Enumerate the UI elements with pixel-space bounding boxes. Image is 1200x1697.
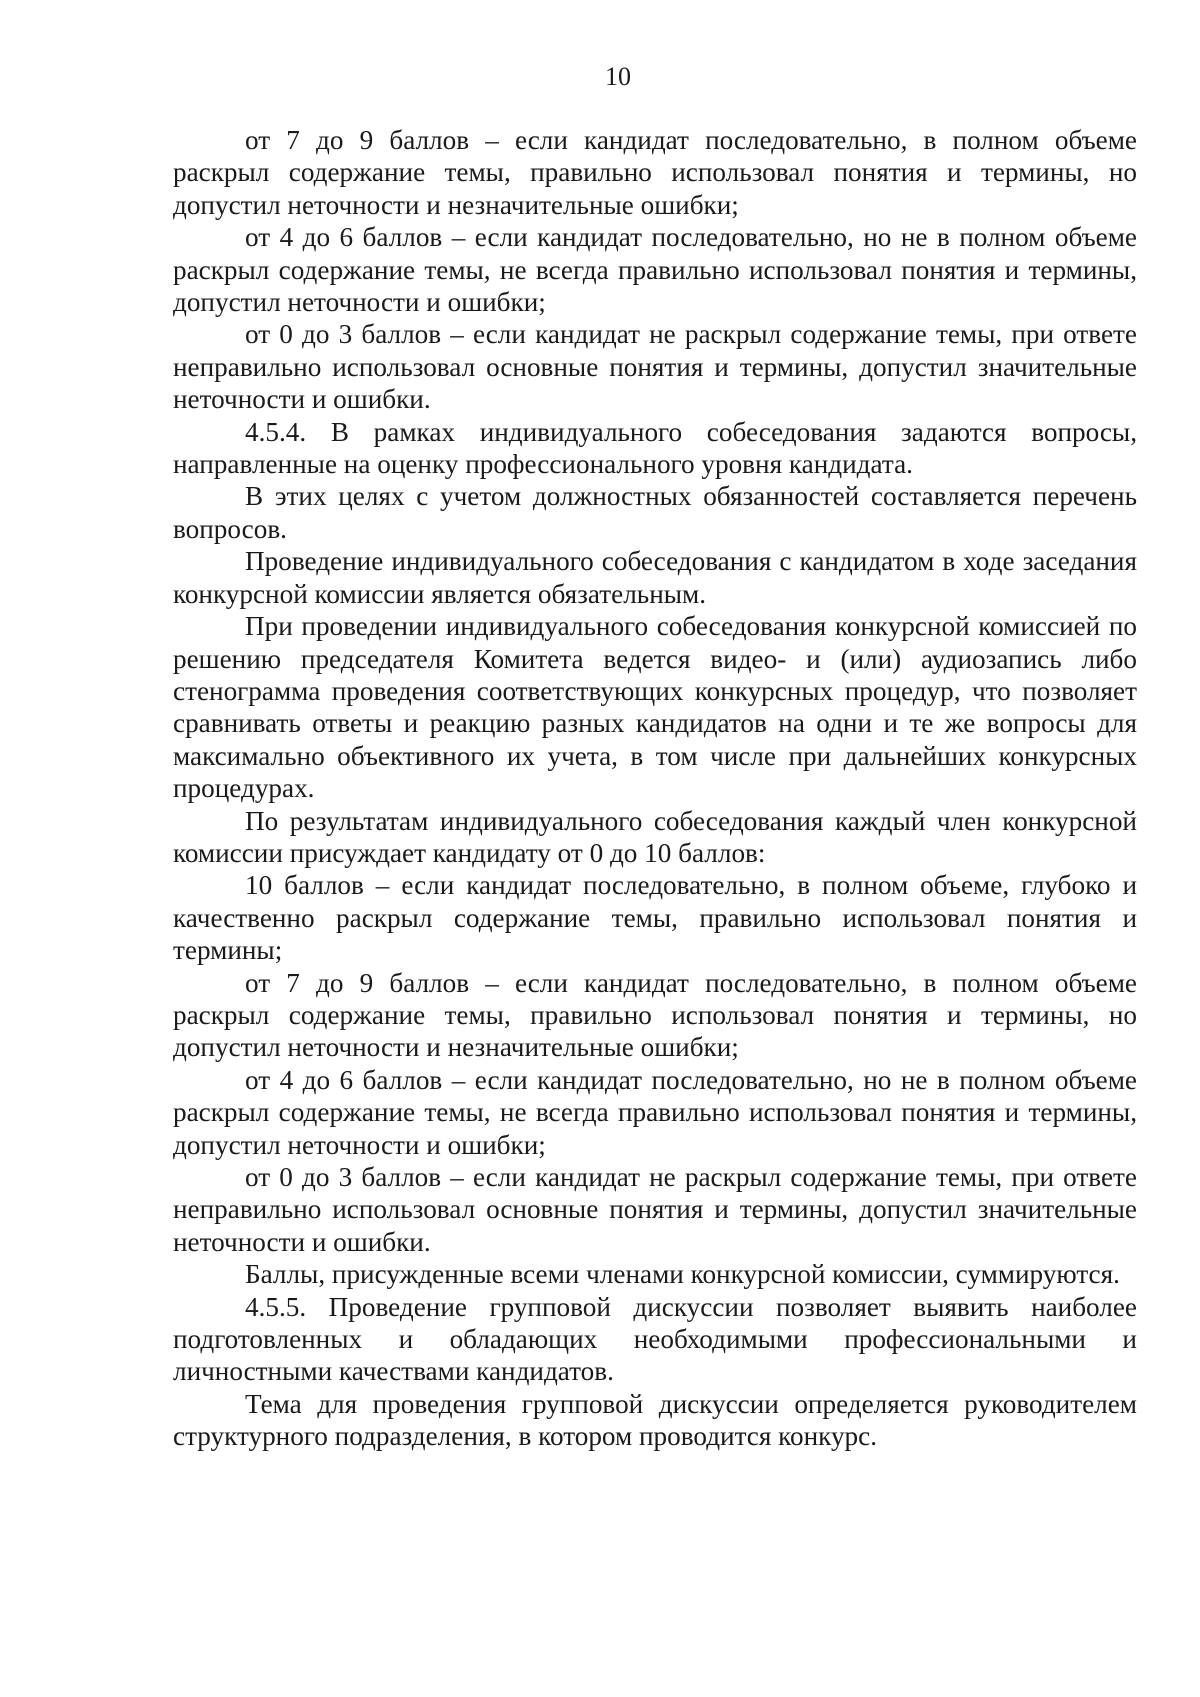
paragraph-scores-summed: Баллы, присужденные всеми членами конкурсной комиссии, суммируются.	[245, 1259, 1120, 1290]
document-body	[173, 124, 1137, 1453]
paragraph-interview-score-0-3: от 0 до 3 баллов – если кандидат не раскрыл содержание темы, при ответе неправильно использовал основные понятия и термины, допустил значительные неточности и ошибки.	[173, 1162, 1137, 1257]
paragraph-score-4-6: от 4 до 6 баллов – если кандидат последовательно, но не в полном объеме раскрыл содержание темы, не всегда правильно использовал понятия и термины, допустил неточности и ошибки;	[173, 222, 1137, 318]
paragraph-score-0-3: от 0 до 3 баллов – если кандидат не раскрыл содержание темы, при ответе неправильно использовал основные понятия и термины, допустил значительные неточности и ошибки.	[173, 319, 1137, 415]
paragraph-interview-scoring: По результатам индивидуального собеседования каждый член конкурсной комиссии присуждает кандидату от 0 до 10 баллов:	[173, 805, 1137, 868]
paragraph-4-5-5: 4.5.5. Проведение групповой дискуссии позволяет выявить наиболее подготовленных и обладающих необходимыми профессиональными и личностными качествами кандидатов.	[173, 1291, 1137, 1387]
paragraph-score-7-9: от 7 до 9 баллов – если кандидат последовательно, в полном объеме раскрыл содержание темы, правильно использовал понятия и термины, но допустил неточности и незначительные ошибки;	[173, 125, 1137, 220]
paragraph-interview-score-4-6: от 4 до 6 баллов – если кандидат последовательно, но не в полном объеме раскрыл содержание темы, не всегда правильно использовал понятия и термины, допустил неточности и ошибки;	[173, 1064, 1137, 1160]
paragraph-discussion-topic: Тема для проведения групповой дискуссии определяется руководителем структурного подразделения, в котором проводится конкурс.	[173, 1388, 1137, 1452]
paragraph-score-10: 10 баллов – если кандидат последовательно, в полном объеме, глубоко и качественно раскрыл содержание темы, правильно использовал понятия и термины;	[173, 870, 1137, 966]
page-number: 10	[605, 62, 631, 91]
paragraph-questions-list: В этих целях с учетом должностных обязанностей составляется перечень вопросов.	[173, 481, 1137, 544]
paragraph-4-5-4: 4.5.4. В рамках индивидуального собеседования задаются вопросы, направленные на оценку профессионального уровня кандидата.	[173, 416, 1137, 480]
paragraph-video-recording: При проведении индивидуального собеседования конкурсной комиссией по решению председателя Комитета ведется видео- и (или) аудиозапись либо стенограмма проведения соответствующих конкурсных процедур, что позволяет сравнивать ответы и реакцию разных кандидатов на одни и те же вопросы для максимально объективного их учета, в том числе при дальнейших конкурсных процедурах.	[173, 611, 1137, 804]
paragraph-interview-mandatory: Проведение индивидуального собеседования с кандидатом в ходе заседания конкурсной комиссии является обязательным.	[173, 546, 1137, 609]
paragraph-interview-score-7-9: от 7 до 9 баллов – если кандидат последовательно, в полном объеме раскрыл содержание темы, правильно использовал понятия и термины, но допустил неточности и незначительные ошибки;	[173, 967, 1137, 1063]
